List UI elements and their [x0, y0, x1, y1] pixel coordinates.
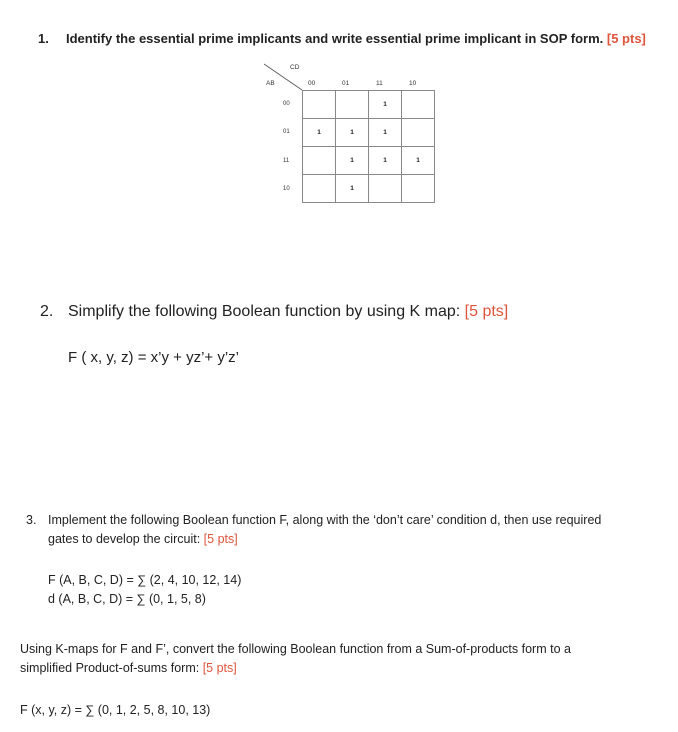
kmap-cell — [303, 175, 336, 203]
question-3 — [26, 513, 601, 527]
kmap-row-label: 00 — [283, 101, 290, 107]
question-1 — [38, 31, 646, 46]
question-3-function-d: d (A, B, C, D) = ∑ (0, 1, 5, 8) — [48, 592, 206, 606]
karnaugh-map — [258, 62, 438, 212]
kmap-col-label: 01 — [342, 80, 350, 87]
kmap-col-label: 00 — [308, 80, 316, 87]
question-1-text: Identify the essential prime implicants and write essential prime implicant in SOP form. — [66, 31, 604, 46]
question-2-text: Simplify the following Boolean function by using K map: — [68, 303, 461, 320]
question-4-points: [5 pts] — [202, 661, 237, 675]
kmap-column-variable: CD — [290, 64, 300, 71]
question-2 — [40, 303, 508, 321]
kmap-row-label: 10 — [283, 186, 290, 192]
kmap-col-label: 11 — [376, 80, 383, 87]
kmap-row — [303, 91, 435, 119]
kmap-cell — [402, 91, 435, 119]
kmap-grid — [302, 90, 435, 203]
kmap-cell — [402, 175, 435, 203]
kmap-cell: 1 — [369, 119, 402, 147]
kmap-cell: 1 — [303, 119, 336, 147]
question-2-number: 2. — [40, 303, 54, 320]
question-3-text-line2: gates to develop the circuit: — [48, 532, 201, 546]
question-4-text-line2: simplified Product-of-sums form: — [20, 661, 200, 675]
kmap-row-label: 11 — [283, 158, 290, 164]
kmap-col-label: 10 — [409, 80, 417, 87]
question-3-function-f: F (A, B, C, D) = ∑ (2, 4, 10, 12, 14) — [48, 573, 242, 587]
kmap-row-variable: AB — [266, 80, 275, 87]
question-1-number: 1. — [38, 31, 49, 46]
kmap-cell: 1 — [369, 147, 402, 175]
question-2-function: F ( x, y, z) = x’y + yz’+ y’z’ — [68, 349, 239, 366]
kmap-cell — [303, 91, 336, 119]
question-3-points: [5 pts] — [203, 532, 238, 546]
question-4-line2 — [20, 661, 237, 675]
kmap-cell: 1 — [369, 91, 402, 119]
question-3-number: 3. — [26, 513, 37, 527]
kmap-cell — [336, 91, 369, 119]
kmap-cell — [402, 119, 435, 147]
kmap-cell: 1 — [336, 119, 369, 147]
kmap-row — [303, 119, 435, 147]
question-3-line2 — [48, 532, 238, 546]
kmap-cell: 1 — [336, 147, 369, 175]
kmap-cell: 1 — [336, 175, 369, 203]
kmap-row — [303, 147, 435, 175]
kmap-cell — [303, 147, 336, 175]
kmap-cell: 1 — [402, 147, 435, 175]
kmap-cell — [369, 175, 402, 203]
question-4-line1: Using K-maps for F and F’, convert the following Boolean function from a Sum-of-products form to a — [20, 642, 571, 656]
kmap-row — [303, 175, 435, 203]
question-2-points: [5 pts] — [464, 303, 509, 320]
question-4-function: F (x, y, z) = ∑ (0, 1, 2, 5, 8, 10, 13) — [20, 703, 211, 717]
kmap-row-label: 01 — [283, 129, 290, 135]
question-3-text-line1: Implement the following Boolean function F, along with the ‘don’t care’ condition d, then use required — [48, 513, 602, 527]
question-1-points: [5 pts] — [606, 31, 646, 46]
